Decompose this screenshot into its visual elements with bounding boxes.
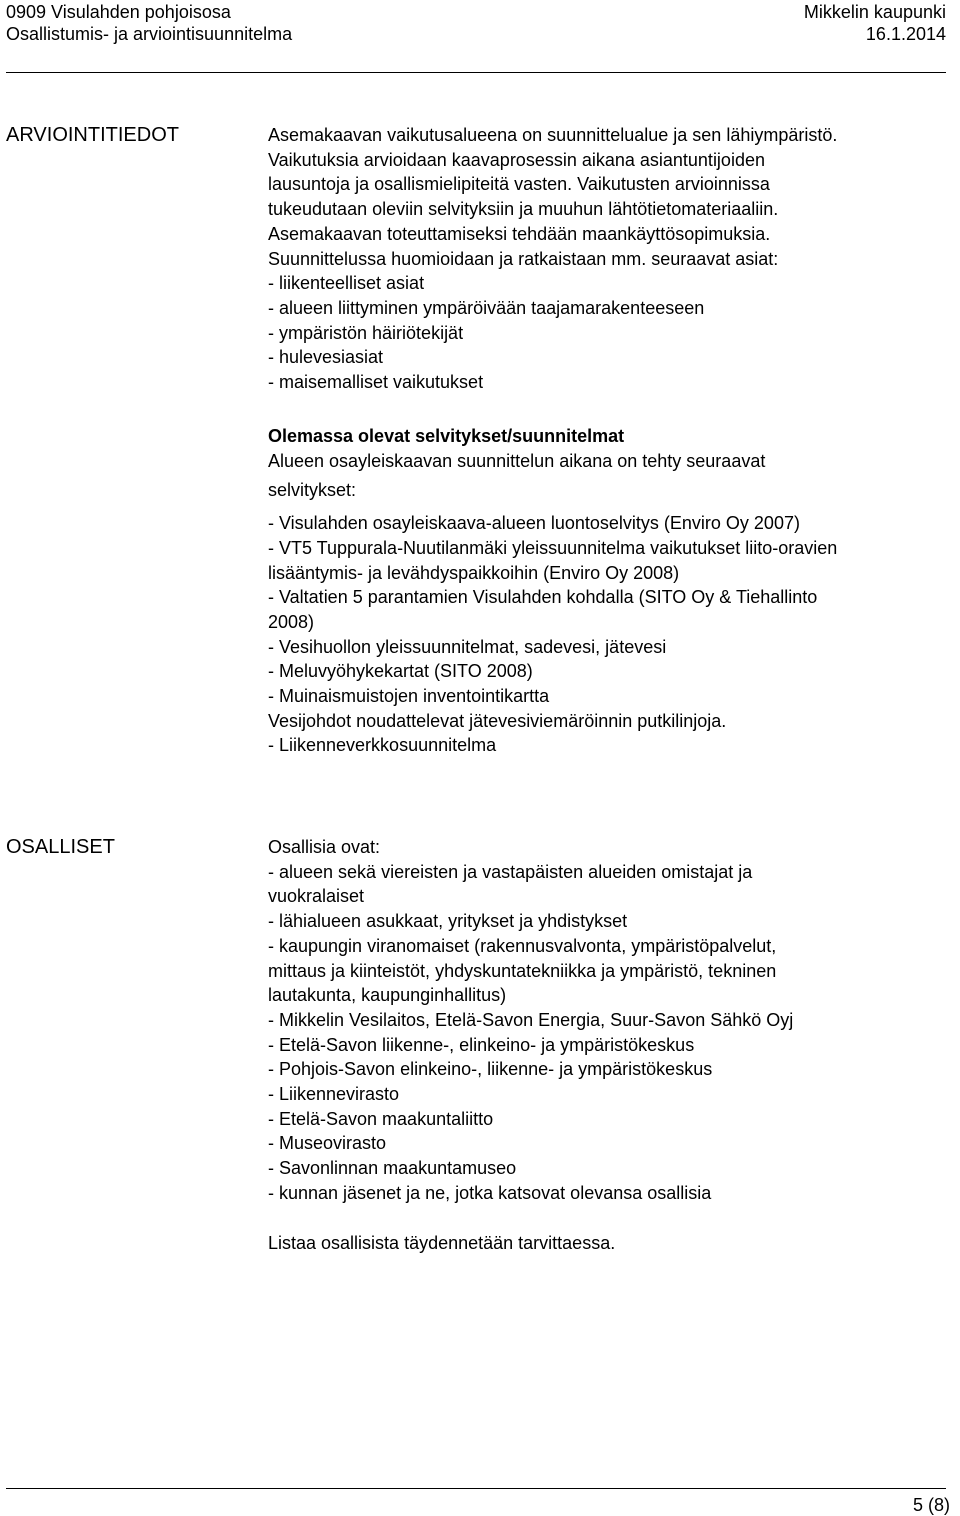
document-type: Osallistumis- ja arviointisuunnitelma [6, 24, 293, 44]
list-item: - Etelä-Savon maakuntaliitto [268, 1108, 494, 1129]
list-item: - ympäristön häiriötekijät [268, 322, 464, 343]
list-item: - Museovirasto [268, 1133, 387, 1154]
text-line: selvitykset: [268, 480, 357, 501]
text-line: tukeudutaan oleviin selvityksiin ja muuhun lähtötietomateriaaliin. [268, 199, 779, 220]
text-line: Vesijohdot noudattelevat jätevesiviemäröinnin putkilinjoja. [268, 710, 727, 731]
document-date: 16.1.2014 [865, 24, 946, 44]
list-item: - alueen sekä viereisten ja vastapäisten alueiden omistajat ja [268, 861, 753, 882]
list-item: - Savonlinnan maakuntamuseo [268, 1158, 517, 1179]
document-project-title: 0909 Visulahden pohjoisosa [6, 2, 231, 22]
section-existing-studies [268, 424, 948, 758]
list-item: - kaupungin viranomaiset (rakennusvalvonta, ympäristöpalvelut, [268, 935, 777, 956]
list-item: - Vesihuollon yleissuunnitelmat, sadevesi, jätevesi [268, 636, 667, 657]
list-item: 2008) [268, 611, 315, 632]
text-line: Suunnittelussa huomioidaan ja ratkaistaan mm. seuraavat asiat: [268, 248, 779, 269]
page-number: 5 (8) [912, 1495, 950, 1515]
list-item: - kunnan jäsenet ja ne, jotka katsovat olevansa osallisia [268, 1182, 712, 1203]
list-item: - Visulahden osayleiskaava-alueen luontoselvitys (Enviro Oy 2007) [268, 513, 800, 534]
list-item: - liikenteelliset asiat [268, 273, 425, 294]
text-line: Alueen osayleiskaavan suunnittelun aikana on tehty seuraavat [268, 450, 766, 471]
section-label-osalliset: OSALLISET [6, 836, 115, 858]
list-item: lisääntymis- ja levähdyspaikkoihin (Enviro Oy 2008) [268, 562, 680, 583]
list-item: - Liikennevirasto [268, 1084, 400, 1105]
list-item: - VT5 Tuppurala-Nuutilanmäki yleissuunnitelma vaikutukset liito-oravien [268, 537, 838, 558]
list-item: - maisemalliset vaikutukset [268, 372, 484, 393]
list-item: - Valtatien 5 parantamien Visulahden kohdalla (SITO Oy & Tiehallinto [268, 587, 818, 608]
section-osalliset [268, 835, 948, 1255]
list-item: - Mikkelin Vesilaitos, Etelä-Savon Energia, Suur-Savon Sähkö Oyj [268, 1009, 794, 1030]
text-line: Vaikutuksia arvioidaan kaavaprosessin aikana asiantuntijoiden [268, 149, 765, 170]
list-item: - lähialueen asukkaat, yritykset ja yhdistykset [268, 911, 628, 932]
list-item: - alueen liittyminen ympäröivään taajamarakenteeseen [268, 297, 705, 318]
text-line: lausuntoja ja osallismielipiteitä vasten. Vaikutusten arvioinnissa [268, 174, 770, 195]
list-item: - Liikenneverkkosuunnitelma [268, 735, 497, 756]
list-item: - Muinaismuistojen inventointikartta [268, 686, 550, 707]
list-item: - Etelä-Savon liikenne-, elinkeino- ja ympäristökeskus [268, 1034, 695, 1055]
section-arviointitiedot [268, 123, 948, 395]
list-item: mittaus ja kiinteistöt, yhdyskuntatekniikka ja ympäristö, tekninen [268, 960, 777, 981]
subheading-existing-studies: Olemassa olevat selvitykset/suunnitelmat [268, 426, 625, 446]
header-divider [6, 72, 946, 73]
section-label-arviointitiedot: ARVIOINTITIEDOT [6, 124, 179, 146]
text-line: Asemakaavan toteuttamiseksi tehdään maankäyttösopimuksia. [268, 223, 771, 244]
list-item: vuokralaiset [268, 886, 365, 907]
closing-note: Listaa osallisista täydennetään tarvittaessa. [268, 1232, 616, 1253]
text-line: Asemakaavan vaikutusalueena on suunnittelualue ja sen lähiympäristö. [268, 125, 838, 145]
footer-divider [6, 1488, 946, 1489]
list-item: lautakunta, kaupunginhallitus) [268, 985, 507, 1006]
list-item: - Pohjois-Savon elinkeino-, liikenne- ja ympäristökeskus [268, 1059, 713, 1080]
text-line: Osallisia ovat: [268, 837, 381, 857]
list-item: - hulevesiasiat [268, 347, 384, 368]
document-organization: Mikkelin kaupunki [803, 2, 946, 22]
list-item: - Meluvyöhykekartat (SITO 2008) [268, 661, 533, 682]
